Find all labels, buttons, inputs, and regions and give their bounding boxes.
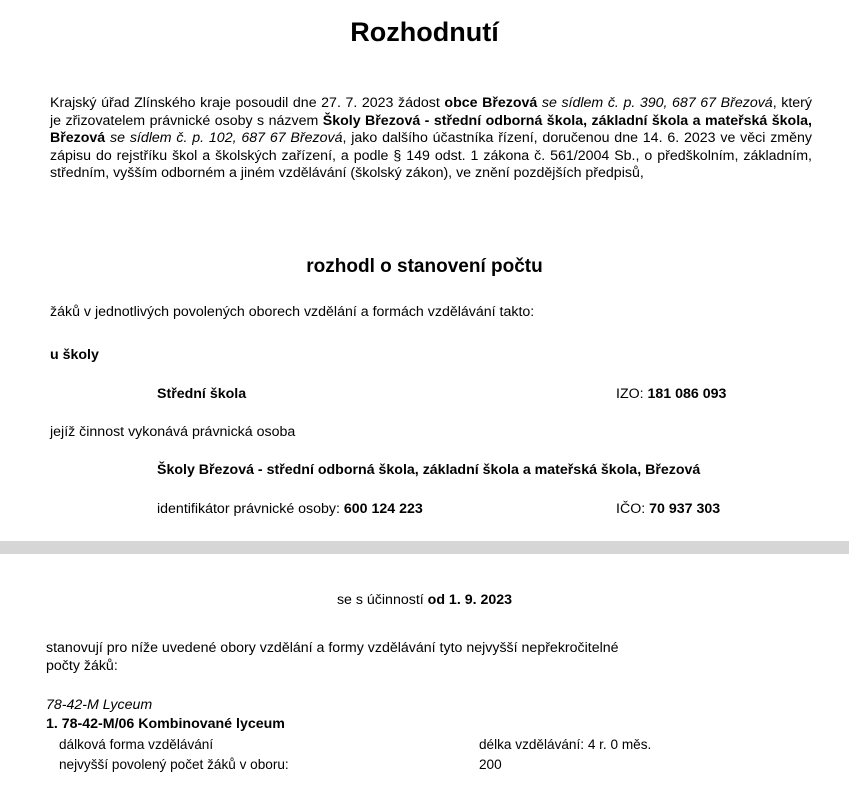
entity-id-field: identifikátor právnické osoby: 600 124 223 [157,501,423,517]
page-separator [0,541,849,554]
effective-date: od 1. 9. 2023 [427,592,513,608]
study-form: dálková forma vzdělávání [59,737,214,752]
document-title: Rozhodnutí [350,17,499,47]
max-students-value: 200 [479,757,502,772]
izo-value: 181 086 093 [647,386,727,402]
legal-entity-name: Školy Březová - střední odborná škola, základní škola a mateřská škola, Březová [157,462,701,478]
operated-by-line: jejíž činnost vykonává právnická osoba [50,424,296,440]
study-duration: délka vzdělávání: 4 r. 0 měs. [479,737,652,752]
ico-value: 70 937 303 [649,501,721,517]
determine-line-2: počty žáků: [46,658,118,674]
max-students-label: nejvyšší povolený počet žáků v oboru: [59,757,289,772]
determine-line-1: stanovují pro níže uvedené obory vzdělání a formy vzdělávání tyto nejvyšší nepřekročitelné [46,640,619,656]
school-entity-name: Školy Březová - střední odborná škola, základní škola a mateřská škola, Březová [50,112,812,147]
program-title: 1. 78-42-M/06 Kombinované lyceum [46,716,285,732]
school-heading: u školy [50,347,99,363]
intro-paragraph: Krajský úřad Zlínského kraje posoudil dne 27. 7. 2023 žádost obce Březová se sídlem č. p. 390, 687 67 Březová, který je zřizovatelem právnické osoby s názvem Školy Březová - střední odborná škola, základní škola a mateřská škola, Březová se sídlem č. p. 102, 687 67 Březová, jako dalšího účastníka řízení, doručenou dne 14. 6. 2023 ve věci změny zápisu do rejstříku škol a školských zařízení, a podle § 149 odst. 1 zákona č. 561/2004 Sb., o předškolním, základním, středním, vyšším odborném a jiném vzdělávání (školský zákon), ve znění pozdějších předpisů, [50,95,812,182]
ico-field: IČO: 70 937 303 [616,501,721,517]
applicant-name: obce Březová [444,95,538,111]
effective-date-line: se s účinností od 1. 9. 2023 [336,592,513,608]
school-type: Střední škola [157,386,247,402]
students-line: žáků v jednotlivých povolených oborech vzdělání a formách vzdělávání takto: [50,304,535,320]
decision-subtitle: rozhodl o stanovení počtu [306,256,543,277]
field-group: 78-42-M Lyceum [46,697,153,713]
entity-id-value: 600 124 223 [343,501,423,517]
izo-field: IZO: 181 086 093 [616,386,727,402]
